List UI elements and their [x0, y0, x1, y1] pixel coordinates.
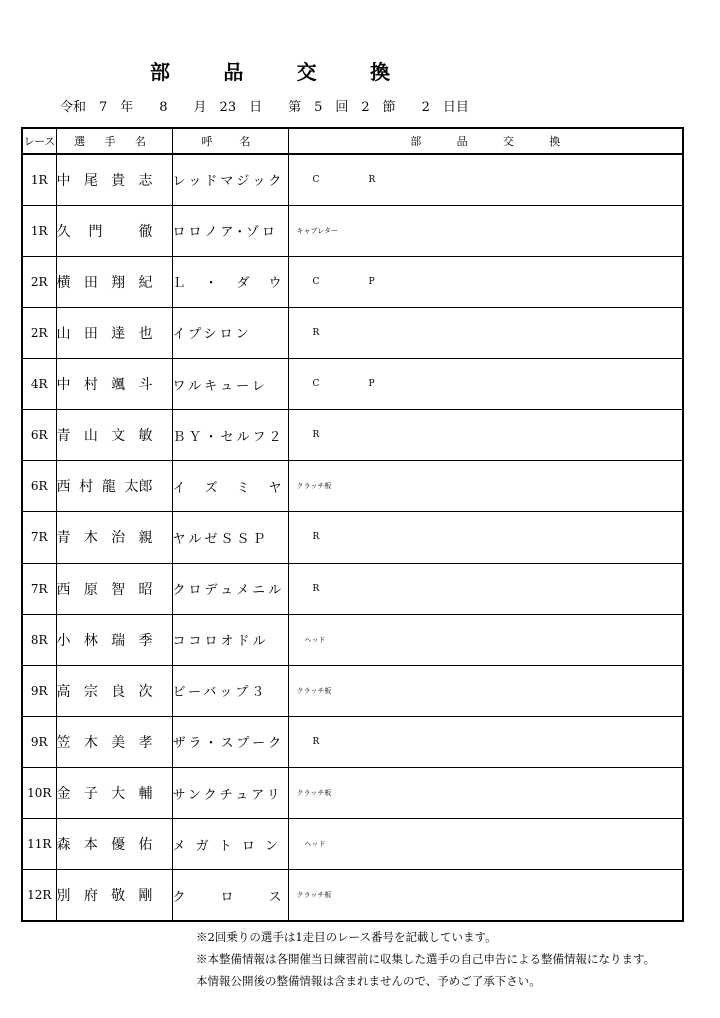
part-item: P	[368, 276, 375, 287]
table-row	[22, 665, 683, 716]
part-item: ヘッド	[304, 840, 326, 849]
rider-name-char: 木	[83, 734, 98, 751]
rider-name-char: 高	[56, 683, 71, 700]
rider-name-char: 貴	[111, 172, 126, 189]
race-cell: 12R	[22, 870, 56, 921]
table-row	[22, 819, 683, 870]
rider-name-cell	[56, 512, 172, 563]
parts-cell	[288, 665, 683, 716]
table-header-row	[22, 128, 683, 154]
rider-name-char: 達	[111, 325, 126, 342]
rider-name-char: 孝	[138, 734, 153, 751]
part-item: R	[312, 532, 320, 543]
table-row	[22, 512, 683, 563]
race-cell: 1R	[22, 154, 56, 205]
rider-name-char: 也	[138, 325, 153, 342]
rider-name-char: 村	[83, 377, 98, 394]
part-item: クラッチ板	[296, 789, 332, 798]
call-name-cell: ココロオドル	[172, 614, 288, 665]
rider-name-char: 敏	[138, 428, 153, 445]
rider-name-char: 田	[83, 325, 98, 342]
part-item: クラッチ板	[296, 482, 332, 491]
rider-name-char: 山	[83, 428, 98, 445]
race-cell: 6R	[22, 410, 56, 461]
table-row	[22, 768, 683, 819]
table-row	[22, 154, 683, 205]
header-parts-char: 換	[549, 135, 561, 148]
rider-name-char: 紀	[138, 274, 153, 291]
parts-cell	[288, 461, 683, 512]
rider-name-char: 敬	[111, 888, 126, 905]
call-name-cell: サンクチュアリ	[172, 768, 288, 819]
rider-name-char: 良	[111, 683, 126, 700]
rider-name-char: 別	[56, 888, 71, 905]
note-line: ※本整備情報は各開催当日練習前に収集した選手の自己申告による整備情報になります。	[196, 952, 656, 966]
race-cell: 4R	[22, 359, 56, 410]
call-name-cell: ク ロ ス	[172, 870, 288, 921]
table-row	[22, 410, 683, 461]
rider-name-char: 横	[56, 274, 71, 291]
rider-name-char: 季	[138, 632, 153, 649]
rider-name-char: 瑞	[111, 632, 126, 649]
parts-cell	[288, 870, 683, 921]
part-item: R	[312, 583, 320, 594]
rider-name-cell	[56, 359, 172, 410]
call-name-cell: イ ズ ミ ヤ	[172, 461, 288, 512]
parts-cell	[288, 154, 683, 205]
rider-name-char: 輔	[138, 786, 153, 803]
part-item: R	[312, 430, 320, 441]
table-row	[22, 716, 683, 767]
rider-name-char: 西	[56, 479, 71, 496]
part-item: R	[312, 327, 320, 338]
rider-name-cell	[56, 461, 172, 512]
part-item: C	[312, 276, 320, 287]
rider-name-char: 大	[111, 786, 126, 803]
rider-name-cell	[56, 256, 172, 307]
call-name-cell: メ ガ ト ロ ン	[172, 819, 288, 870]
call-name-cell: ワルキューレ	[172, 359, 288, 410]
title-char: 部	[150, 60, 170, 84]
part-item: クラッチ板	[296, 686, 332, 695]
rider-name-char: 森	[56, 837, 71, 854]
rider-name-char: 龍	[101, 479, 116, 496]
rider-name-char: 小	[56, 632, 71, 649]
date-session-line: 令和 7 年 8 月 23 日 第 5 回 2 節 2 日目	[60, 100, 469, 115]
parts-cell	[288, 768, 683, 819]
parts-cell	[288, 359, 683, 410]
table-row	[22, 614, 683, 665]
race-cell: 2R	[22, 256, 56, 307]
part-item: ヘッド	[304, 635, 326, 644]
rider-name-char: 村	[79, 479, 94, 496]
table-row	[22, 563, 683, 614]
rider-name-char: 昭	[138, 581, 153, 598]
rider-name-char: 徹	[138, 223, 153, 240]
note-line: ※2回乗りの選手は1走目のレース番号を記載しています。	[196, 930, 497, 944]
rider-name-char: 剛	[138, 888, 153, 905]
rider-name-cell	[56, 819, 172, 870]
rider-name-cell	[56, 716, 172, 767]
rider-name-char: 太郎	[124, 479, 153, 496]
rider-name-char: 文	[111, 428, 126, 445]
header-parts	[288, 128, 683, 154]
rider-name-char: 志	[138, 172, 153, 189]
rider-name-char: 田	[83, 274, 98, 291]
parts-cell	[288, 819, 683, 870]
parts-cell	[288, 256, 683, 307]
rider-name-char: 山	[56, 325, 71, 342]
note-line: 本情報公開後の整備情報は含まれませんので、予めご了承下さい。	[196, 974, 541, 988]
part-item: C	[312, 174, 320, 185]
parts-cell	[288, 205, 683, 256]
part-item: クラッチ板	[296, 891, 332, 900]
rider-name-char: 門	[88, 223, 103, 240]
rider-name-char: 優	[111, 837, 126, 854]
call-name-cell: ビーバップ３	[172, 665, 288, 716]
race-cell: 8R	[22, 614, 56, 665]
table-row	[22, 205, 683, 256]
race-cell: 7R	[22, 563, 56, 614]
table-row	[22, 256, 683, 307]
rider-name-char: 子	[83, 786, 98, 803]
rider-name-char: 治	[111, 530, 126, 547]
rider-name-char: 笠	[56, 734, 71, 751]
rider-name-char: 西	[56, 581, 71, 598]
call-name-cell: Ｌ ・ ダ ウ	[172, 256, 288, 307]
rider-name-char: 原	[83, 581, 98, 598]
header-parts-char: 交	[502, 135, 514, 148]
header-race: レース	[22, 128, 56, 154]
rider-name-char: 美	[111, 734, 126, 751]
rider-name-cell	[56, 563, 172, 614]
parts-cell	[288, 307, 683, 358]
call-name-cell: クロデュメニル	[172, 563, 288, 614]
parts-cell	[288, 563, 683, 614]
header-parts-char: 部	[410, 135, 422, 148]
rider-name-cell	[56, 410, 172, 461]
title-char: 換	[369, 60, 390, 84]
call-name-cell: ザラ・スプーク	[172, 716, 288, 767]
rider-name-cell	[56, 665, 172, 716]
part-item: C	[312, 379, 320, 390]
rider-name-char: 金	[56, 786, 71, 803]
rider-name-cell	[56, 870, 172, 921]
rider-name-char: 尾	[83, 172, 98, 189]
title-char: 交	[296, 60, 317, 84]
call-name-cell: イプシロン	[172, 307, 288, 358]
parts-exchange-table	[21, 127, 684, 922]
parts-cell	[288, 716, 683, 767]
race-cell: 9R	[22, 716, 56, 767]
part-item: P	[368, 379, 375, 390]
rider-name-cell	[56, 614, 172, 665]
rider-name-char: 中	[56, 172, 71, 189]
race-cell: 11R	[22, 819, 56, 870]
rider-name-char: 次	[138, 683, 153, 700]
call-name-cell: ロロノア･ゾロ	[172, 205, 288, 256]
rider-name-char: 木	[83, 530, 98, 547]
rider-name-char: 斗	[138, 377, 153, 394]
rider-name-char: 府	[83, 888, 98, 905]
title-char: 品	[223, 60, 244, 84]
notes	[196, 926, 655, 992]
rider-name-char: 本	[83, 837, 98, 854]
rider-name-cell	[56, 205, 172, 256]
rider-name-char: 佑	[138, 837, 153, 854]
rider-name-char: 親	[138, 530, 153, 547]
rider-name-char: 翔	[111, 274, 126, 291]
table-row	[22, 307, 683, 358]
race-cell: 9R	[22, 665, 56, 716]
rider-name-cell	[56, 768, 172, 819]
header-call: 呼 名	[172, 128, 288, 154]
table-row	[22, 461, 683, 512]
table-row	[22, 359, 683, 410]
header-parts-char: 品	[456, 135, 468, 148]
race-cell: 10R	[22, 768, 56, 819]
rider-name-char: 智	[111, 581, 126, 598]
rider-name-char: 林	[83, 632, 98, 649]
rider-name-char: 中	[56, 377, 71, 394]
race-cell: 7R	[22, 512, 56, 563]
parts-cell	[288, 512, 683, 563]
part-item: R	[312, 736, 320, 747]
call-name-cell: ＢＹ・セルフ２	[172, 410, 288, 461]
table-row	[22, 870, 683, 921]
rider-name-cell	[56, 154, 172, 205]
rider-name-char: 青	[56, 530, 71, 547]
parts-cell	[288, 614, 683, 665]
rider-name-char: 青	[56, 428, 71, 445]
rider-name-char: 久	[56, 223, 71, 240]
rider-name-char: 颯	[111, 377, 126, 394]
part-item: キャブレター	[296, 226, 338, 235]
part-item: R	[368, 174, 376, 185]
race-cell: 1R	[22, 205, 56, 256]
call-name-cell: レッドマジック	[172, 154, 288, 205]
race-cell: 2R	[22, 307, 56, 358]
page-title	[150, 56, 390, 85]
race-cell: 6R	[22, 461, 56, 512]
rider-name-char: 宗	[83, 683, 98, 700]
rider-name-cell	[56, 307, 172, 358]
call-name-cell: ヤルゼＳＳＰ	[172, 512, 288, 563]
parts-cell	[288, 410, 683, 461]
header-name: 選 手 名	[56, 128, 172, 154]
